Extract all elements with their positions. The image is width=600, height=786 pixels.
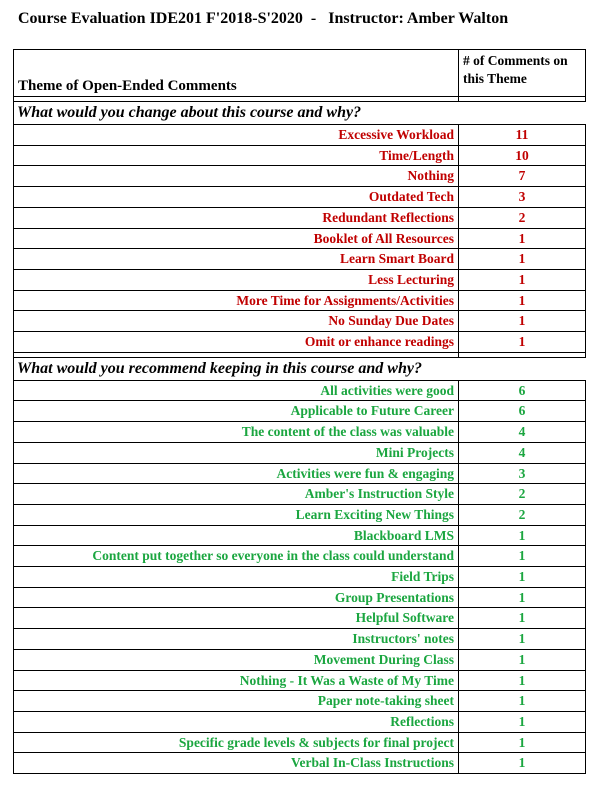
table-row [14, 546, 586, 567]
theme-cell: Specific grade levels & subjects for final project [14, 732, 459, 753]
count-cell: 1 [459, 587, 586, 608]
table-row [14, 380, 586, 401]
table-row [14, 732, 586, 753]
count-cell: 1 [459, 753, 586, 774]
count-cell: 4 [459, 422, 586, 443]
count-cell: 7 [459, 166, 586, 187]
table-row [14, 401, 586, 422]
theme-cell: Booklet of All Resources [14, 228, 459, 249]
count-cell: 1 [459, 249, 586, 270]
section-question-row [14, 357, 586, 380]
section-question: What would you change about this course and why? [14, 102, 586, 125]
table-row [14, 207, 586, 228]
count-cell: 1 [459, 546, 586, 567]
count-cell: 1 [459, 629, 586, 650]
count-cell: 1 [459, 311, 586, 332]
table-row [14, 608, 586, 629]
theme-cell: All activities were good [14, 380, 459, 401]
table-row [14, 567, 586, 588]
table-row [14, 228, 586, 249]
theme-cell: Movement During Class [14, 649, 459, 670]
theme-cell: Blackboard LMS [14, 525, 459, 546]
theme-cell: Helpful Software [14, 608, 459, 629]
count-cell: 1 [459, 711, 586, 732]
theme-cell: Less Lecturing [14, 269, 459, 290]
table-row [14, 711, 586, 732]
count-cell: 2 [459, 207, 586, 228]
table-row [14, 484, 586, 505]
count-cell: 6 [459, 401, 586, 422]
theme-cell: Activities were fun & engaging [14, 463, 459, 484]
count-cell: 1 [459, 649, 586, 670]
table-row [14, 670, 586, 691]
count-cell: 6 [459, 380, 586, 401]
table-row [14, 504, 586, 525]
theme-cell: Group Presentations [14, 587, 459, 608]
table-row [14, 125, 586, 146]
theme-cell: Instructors' notes [14, 629, 459, 650]
section-question: What would you recommend keeping in this course and why? [14, 357, 586, 380]
table-row [14, 587, 586, 608]
section-question-row [14, 102, 586, 125]
table-row [14, 187, 586, 208]
theme-cell: Content put together so everyone in the class could understand [14, 546, 459, 567]
table-row [14, 249, 586, 270]
count-cell: 11 [459, 125, 586, 146]
table-row [14, 629, 586, 650]
count-cell: 2 [459, 484, 586, 505]
count-cell: 4 [459, 442, 586, 463]
theme-cell: Applicable to Future Career [14, 401, 459, 422]
theme-cell: Learn Exciting New Things [14, 504, 459, 525]
count-cell: 3 [459, 463, 586, 484]
theme-column-header: Theme of Open-Ended Comments [14, 50, 459, 97]
theme-cell: Time/Length [14, 145, 459, 166]
table-row [14, 422, 586, 443]
theme-cell: More Time for Assignments/Activities [14, 290, 459, 311]
table-row [14, 649, 586, 670]
table-row [14, 166, 586, 187]
count-cell: 1 [459, 732, 586, 753]
count-cell: 1 [459, 608, 586, 629]
table-header-row [14, 50, 586, 97]
page-title: Course Evaluation IDE201 F'2018-S'2020 - Instructor: Amber Walton [18, 10, 509, 27]
count-cell: 1 [459, 691, 586, 712]
table-row [14, 332, 586, 353]
count-cell: 1 [459, 228, 586, 249]
table-row [14, 269, 586, 290]
theme-cell: Reflections [14, 711, 459, 732]
theme-cell: Omit or enhance readings [14, 332, 459, 353]
table-row [14, 145, 586, 166]
count-cell: 1 [459, 670, 586, 691]
table-row [14, 525, 586, 546]
theme-cell: Excessive Workload [14, 125, 459, 146]
count-cell: 3 [459, 187, 586, 208]
theme-cell: Nothing - It Was a Waste of My Time [14, 670, 459, 691]
count-cell: 1 [459, 332, 586, 353]
theme-cell: Paper note-taking sheet [14, 691, 459, 712]
count-cell: 1 [459, 567, 586, 588]
theme-cell: Mini Projects [14, 442, 459, 463]
table-row [14, 442, 586, 463]
count-cell: 1 [459, 525, 586, 546]
theme-cell: Amber's Instruction Style [14, 484, 459, 505]
theme-cell: Redundant Reflections [14, 207, 459, 228]
table-row [14, 691, 586, 712]
theme-cell: Outdated Tech [14, 187, 459, 208]
table-row [14, 290, 586, 311]
theme-cell: Verbal In-Class Instructions [14, 753, 459, 774]
count-cell: 1 [459, 290, 586, 311]
table-row [14, 311, 586, 332]
theme-cell: Field Trips [14, 567, 459, 588]
table-row [14, 753, 586, 774]
count-cell: 2 [459, 504, 586, 525]
table-row [14, 463, 586, 484]
count-cell: 10 [459, 145, 586, 166]
count-column-header: # of Comments on this Theme [459, 50, 586, 97]
theme-cell: The content of the class was valuable [14, 422, 459, 443]
theme-cell: No Sunday Due Dates [14, 311, 459, 332]
theme-cell: Nothing [14, 166, 459, 187]
count-cell: 1 [459, 269, 586, 290]
comments-table [13, 49, 586, 774]
theme-cell: Learn Smart Board [14, 249, 459, 270]
